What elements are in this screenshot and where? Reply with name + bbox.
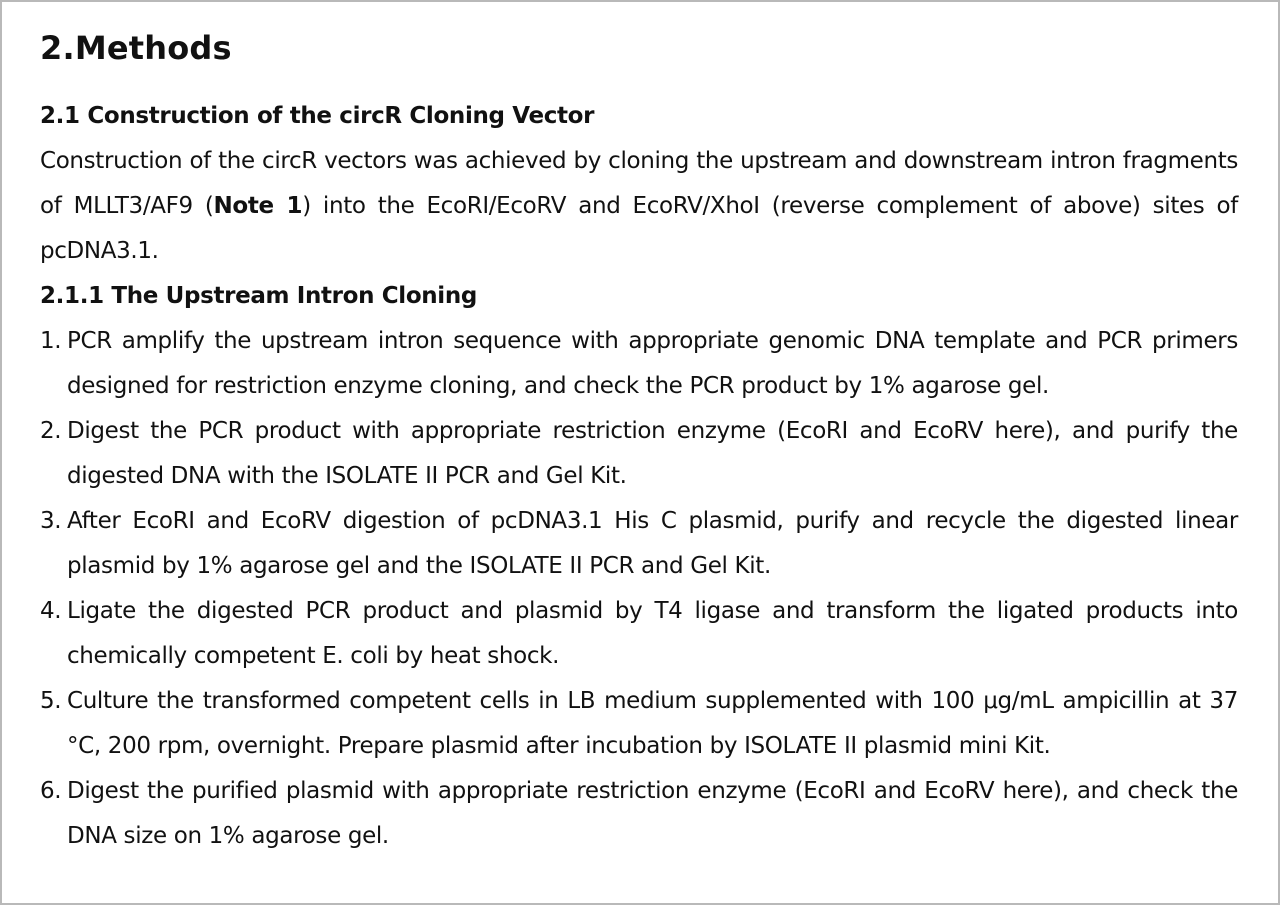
step-text: Digest the PCR product with appropriate restriction enzyme (EcoRI and EcoRV here), and purify the digested DNA with the ISOLATE II PCR and Gel Kit. — [67, 418, 1238, 489]
step-text: After EcoRI and EcoRV digestion of pcDNA3.1 His C plasmid, purify and recycle the digested linear plasmid by 1% agarose gel and the ISOLATE II PCR and Gel Kit. — [67, 508, 1238, 579]
step-number: 4. — [40, 598, 62, 624]
section-paragraph — [40, 139, 1238, 274]
subsection-title: 2.1.1 The Upstream Intron Cloning — [40, 283, 477, 309]
procedure-step-1 — [40, 319, 1238, 409]
document-body — [40, 94, 1238, 859]
step-number: 3. — [40, 508, 62, 534]
step-text: Culture the transformed competent cells in LB medium supplemented with 100 μg/mL ampicillin at 37 °C, 200 rpm, overnight. Prepare plasmid after incubation by ISOLATE II plasmid mini Kit. — [67, 688, 1238, 759]
paragraph-text-before: Construction of the circR vectors was achieved by cloning the upstream and downstream intron fragments of MLLT3/AF9 ( — [40, 148, 1238, 219]
procedure-step-4 — [40, 589, 1238, 679]
note-reference: Note 1 — [213, 193, 303, 219]
procedure-step-5 — [40, 679, 1238, 769]
step-number: 2. — [40, 418, 62, 444]
procedure-step-6 — [40, 769, 1238, 859]
procedure-step-3 — [40, 499, 1238, 589]
document-page — [2, 2, 1278, 903]
step-text: Ligate the digested PCR product and plasmid by T4 ligase and transform the ligated products into chemically competent E. coli by heat shock. — [67, 598, 1238, 669]
step-text: PCR amplify the upstream intron sequence with appropriate genomic DNA template and PCR primers designed for restriction enzyme cloning, and check the PCR product by 1% agarose gel. — [67, 328, 1238, 399]
paragraph-text-after: ) into the EcoRI/EcoRV and EcoRV/XhoI (reverse complement of above) sites of pcDNA3.1. — [40, 193, 1238, 264]
step-text: Digest the purified plasmid with appropriate restriction enzyme (EcoRI and EcoRV here), and check the DNA size on 1% agarose gel. — [67, 778, 1238, 849]
step-number: 5. — [40, 688, 62, 714]
step-number: 1. — [40, 328, 62, 354]
step-number: 6. — [40, 778, 62, 804]
procedure-steps — [40, 319, 1238, 859]
procedure-step-2 — [40, 409, 1238, 499]
document-heading: 2.Methods — [40, 29, 232, 67]
section-title: 2.1 Construction of the circR Cloning Vector — [40, 103, 595, 129]
